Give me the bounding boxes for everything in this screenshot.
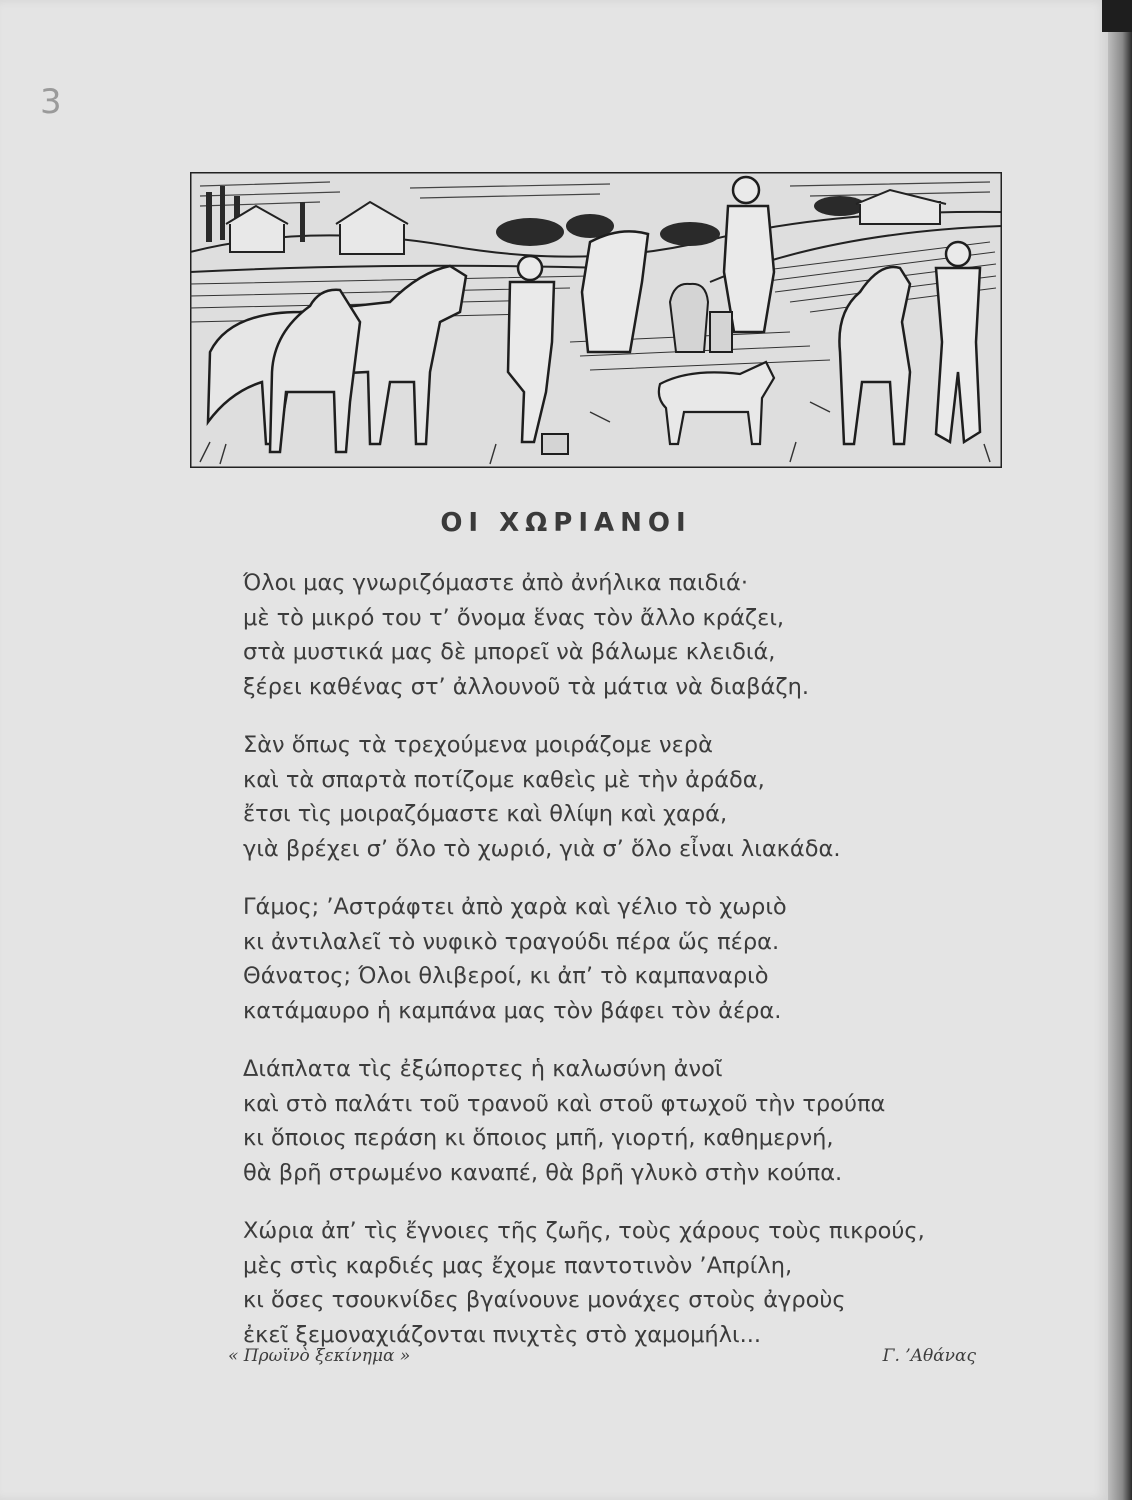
poem-line: Θάνατος; Όλοι θλιβεροί, κι ἀπ’ τὸ καμπαναριὸ — [243, 963, 769, 989]
poem-line: κι ἀντιλαλεῖ τὸ νυφικὸ τραγούδι πέρα ὥς πέρα. — [243, 928, 780, 955]
page-edge — [1108, 0, 1132, 1500]
poem-line: κατάμαυρο ἡ καμπάνα μας τὸν βάφει τὸν ἀέρα. — [243, 997, 782, 1024]
margin-pencil-mark: 3 — [40, 82, 62, 122]
stanza — [243, 728, 1003, 866]
poem-line: γιὰ βρέχει σ’ ὅλο τὸ χωριό, γιὰ σ’ ὅλο εἶναι λιακάδα. — [243, 835, 841, 862]
page-corner-shadow — [1102, 0, 1132, 32]
poem-line: καὶ στὸ παλάτι τοῦ τρανοῦ καὶ στοῦ φτωχοῦ τὴν τρούπα — [243, 1090, 886, 1117]
poem-line: στὰ μυστικά μας δὲ μπορεῖ νὰ βάλωμε κλειδιά, — [243, 639, 776, 665]
poem-line: ἔτσι τὶς μοιραζόμαστε καὶ θλίψη καὶ χαρά, — [243, 801, 728, 827]
poem-line: ἐκεῖ ξεμοναχιάζονται πνιχτὲς στὸ χαμομήλι... — [243, 1321, 762, 1348]
poem-line: κι ὅποιος περάση κι ὅποιος μπῆ, γιορτή, καθημερνή, — [243, 1125, 834, 1151]
poem-line: κι ὅσες τσουκνίδες βγαίνουνε μονάχες στοὺς ἀγροὺς — [243, 1287, 846, 1313]
poem-line: Σὰν ὅπως τὰ τρεχούμενα μοιράζομε νερὰ — [243, 732, 713, 758]
poem-line: μὲ τὸ μικρό του τ’ ὄνομα ἕνας τὸν ἄλλο κράζει, — [243, 604, 785, 631]
woodcut-illustration — [190, 172, 1002, 468]
poem-line: Όλοι μας γνωριζόμαστε ἀπὸ ἀνήλικα παιδιά· — [243, 570, 749, 596]
poem-line: Χώρια ἀπ’ τὶς ἔγνοιες τῆς ζωῆς, τοὺς χάρους τοὺς πικρούς, — [243, 1218, 925, 1244]
poem-line: καὶ τὰ σπαρτὰ ποτίζομε καθεὶς μὲ τὴν ἀράδα, — [243, 766, 765, 793]
poem-line: μὲς στὶς καρδιές μας ἔχομε παντοτινὸν ’Απρίλη, — [243, 1252, 793, 1279]
poem-line: Διάπλατα τὶς ἐξώπορτες ἡ καλωσύνη ἀνοῖ — [243, 1056, 723, 1082]
poem-line: θὰ βρῆ στρωμένο καναπέ, θὰ βρῆ γλυκὸ στὴν κούπα. — [243, 1159, 843, 1186]
stanza — [243, 1214, 1003, 1352]
poem-body — [243, 566, 1003, 1376]
source-citation: « Πρωϊνὸ ξεκίνημα » — [228, 1346, 411, 1366]
author-name: Γ. ’Αθάνας — [882, 1346, 976, 1366]
stanza — [243, 1052, 1003, 1190]
poem-line: Γάμος; ’Αστράφτει ἀπὸ χαρὰ καὶ γέλιο τὸ χωριὸ — [243, 894, 787, 920]
stanza — [243, 566, 1003, 704]
poem-title: ΟΙ ΧΩΡΙΑΝΟΙ — [440, 508, 692, 538]
poem-line: ξέρει καθένας στ’ ἀλλουνοῦ τὰ μάτια νὰ διαβάζη. — [243, 673, 809, 700]
stanza — [243, 890, 1003, 1028]
